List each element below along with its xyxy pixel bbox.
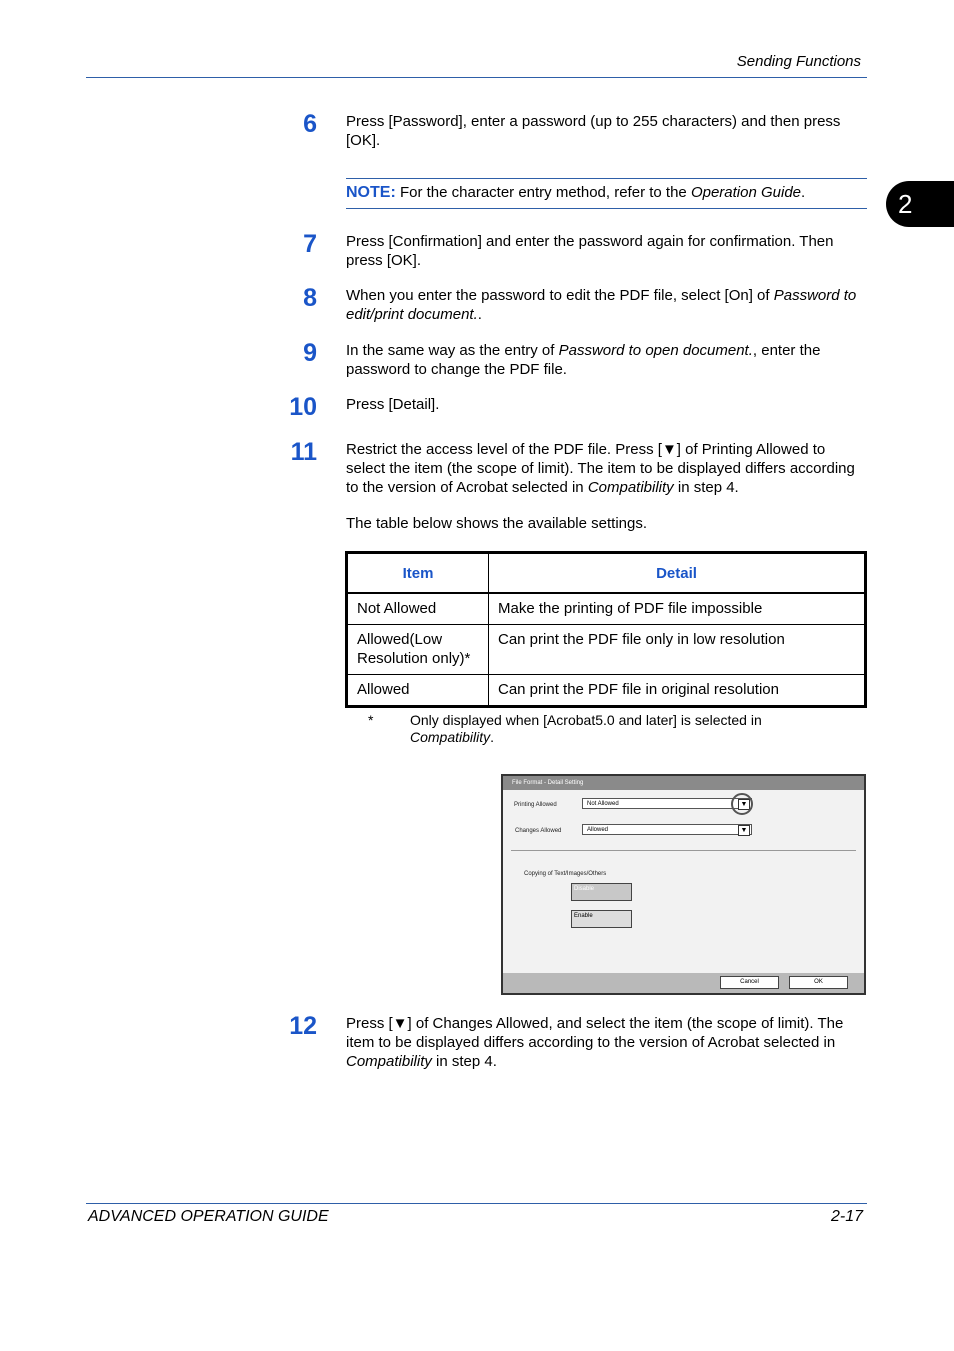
step-text: Press [Detail]. <box>346 396 440 413</box>
table-row <box>347 593 866 625</box>
step-number: 11 <box>290 438 317 466</box>
table-row <box>347 675 866 707</box>
table-cell: Can print the PDF file only in low resolution <box>489 625 866 675</box>
step-number: 6 <box>303 110 317 138</box>
footer-rule <box>86 1203 867 1204</box>
table-cell: Can print the PDF file in original resolution <box>489 675 866 707</box>
changes-allowed-value: Allowed <box>587 827 609 833</box>
printing-allowed-value: Not Allowed <box>587 801 619 807</box>
panel-title: File Format - Detail Setting <box>503 776 864 790</box>
highlight-circle <box>731 793 753 815</box>
section-title: Sending Functions <box>736 53 861 70</box>
step-text: When you enter the password to edit the PDF file, select [On] of Password to edit/print document.. <box>346 287 857 323</box>
divider <box>511 850 856 851</box>
chapter-tab: 2 <box>886 181 954 227</box>
chevron-down-icon[interactable]: ▼ <box>738 799 750 810</box>
chevron-down-icon[interactable]: ▼ <box>738 825 750 836</box>
step-text: Restrict the access level of the PDF file. Press [▼] of Printing Allowed to select the item (the scope of limit). The item to be displayed differs according to the version of Acrobat selected in Compatibility in step 4. <box>346 441 855 496</box>
copying-label: Copying of Text/Images/Others <box>524 871 607 877</box>
detail-setting-screenshot <box>501 774 866 995</box>
step-text: Press [Confirmation] and enter the password again for confirmation. Then press [OK]. <box>346 233 834 269</box>
table-cell: Allowed(Low Resolution only)* <box>347 625 489 675</box>
step-text: In the same way as the entry of Password to open document., enter the password to change the PDF file. <box>346 342 821 378</box>
step-text: Press [Password], enter a password (up to 255 characters) and then press [OK]. <box>346 113 841 149</box>
table-row <box>347 625 866 675</box>
guide-title: ADVANCED OPERATION GUIDE <box>88 1208 329 1225</box>
disable-button[interactable]: Disable <box>571 883 632 901</box>
table-cell: Allowed <box>347 675 489 707</box>
step-number: 8 <box>303 284 317 312</box>
header-rule <box>86 77 867 78</box>
note-label: NOTE: <box>346 184 396 201</box>
table-intro: The table below shows the available settings. <box>346 515 648 532</box>
table-header: Detail <box>489 553 866 594</box>
table-cell: Make the printing of PDF file impossible <box>489 593 866 625</box>
step-number: 10 <box>289 393 317 421</box>
step-number: 12 <box>289 1012 317 1040</box>
printing-allowed-select[interactable] <box>582 798 752 809</box>
changes-allowed-label: Changes Allowed <box>515 828 562 834</box>
settings-table <box>345 551 867 708</box>
table-cell: Not Allowed <box>347 593 489 625</box>
note-box <box>346 178 867 209</box>
step-text: Press [▼] of Changes Allowed, and select the item (the scope of limit). The item to be displayed differs according to the version of Acrobat selected in Compatibility in step 4. <box>346 1015 844 1070</box>
footnote-mark: * <box>368 712 374 728</box>
enable-button[interactable]: Enable <box>571 910 632 928</box>
footnote-text: Only displayed when [Acrobat5.0 and later] is selected in Compatibility. <box>410 712 762 745</box>
table-header: Item <box>347 553 489 594</box>
cancel-button[interactable]: Cancel <box>720 976 779 989</box>
step-number: 7 <box>303 230 317 258</box>
ok-button[interactable]: OK <box>789 976 848 989</box>
step-number: 9 <box>303 339 317 367</box>
page-number: 2-17 <box>830 1208 863 1225</box>
note-text: For the character entry method, refer to the Operation Guide. <box>399 184 806 201</box>
changes-allowed-select[interactable] <box>582 824 752 835</box>
printing-allowed-label: Printing Allowed <box>514 802 557 808</box>
